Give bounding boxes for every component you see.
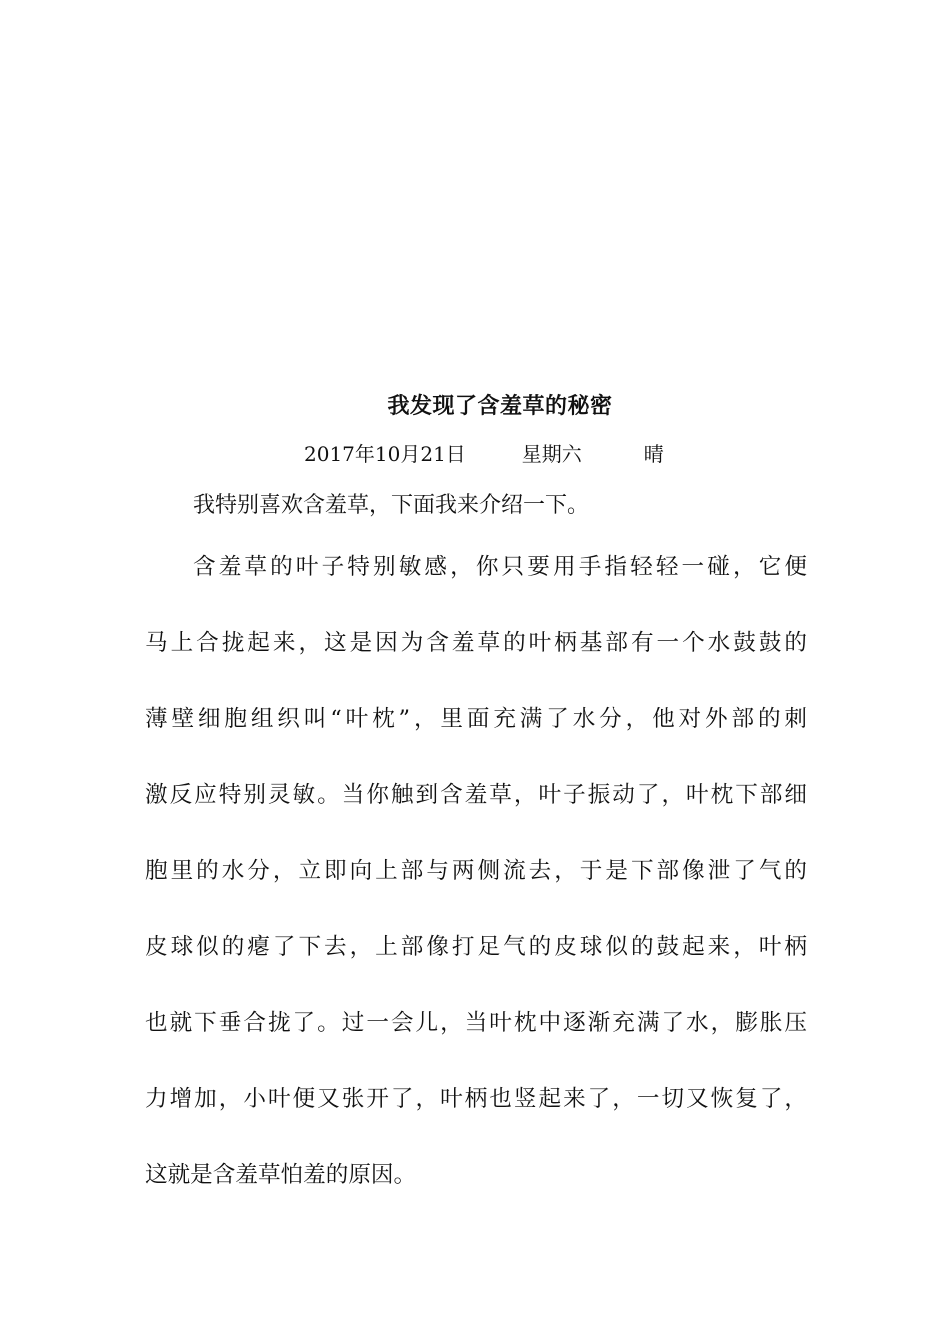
diary-title: 我发现了含羞草的秘密 [387, 393, 613, 419]
body-line: 这就是含羞草怕羞的原因。 [145, 1162, 417, 1188]
intro-paragraph: 我特别喜欢含羞草，下面我来介绍一下。 [193, 493, 590, 518]
body-line: 马上合拢起来，这是因为含羞草的叶柄基部有一个水鼓鼓的 [145, 630, 807, 656]
diary-weather: 晴 [643, 442, 664, 466]
body-line: 皮球似的瘪了下去，上部像打足气的皮球似的鼓起来，叶柄 [145, 934, 807, 960]
diary-meta-line [304, 438, 664, 470]
body-line: 胞里的水分，立即向上部与两侧流去，于是下部像泄了气的 [145, 858, 807, 884]
body-paragraph [145, 545, 807, 1229]
body-line: 激反应特别灵敏。当你触到含羞草，叶子振动了，叶枕下部细 [145, 782, 807, 808]
body-line: 薄壁细胞组织叫“叶枕”，里面充满了水分，他对外部的刺 [145, 706, 807, 732]
diary-date: 2017年10月21日 [304, 442, 466, 466]
body-line: 也就下垂合拢了。过一会儿，当叶枕中逐渐充满了水，膨胀压 [145, 1010, 807, 1036]
body-line: 力增加，小叶便又张开了，叶柄也竖起来了，一切又恢复了， [145, 1086, 807, 1112]
diary-weekday: 星期六 [521, 442, 582, 466]
body-line: 含羞草的叶子特别敏感，你只要用手指轻轻一碰，它便 [193, 554, 807, 580]
